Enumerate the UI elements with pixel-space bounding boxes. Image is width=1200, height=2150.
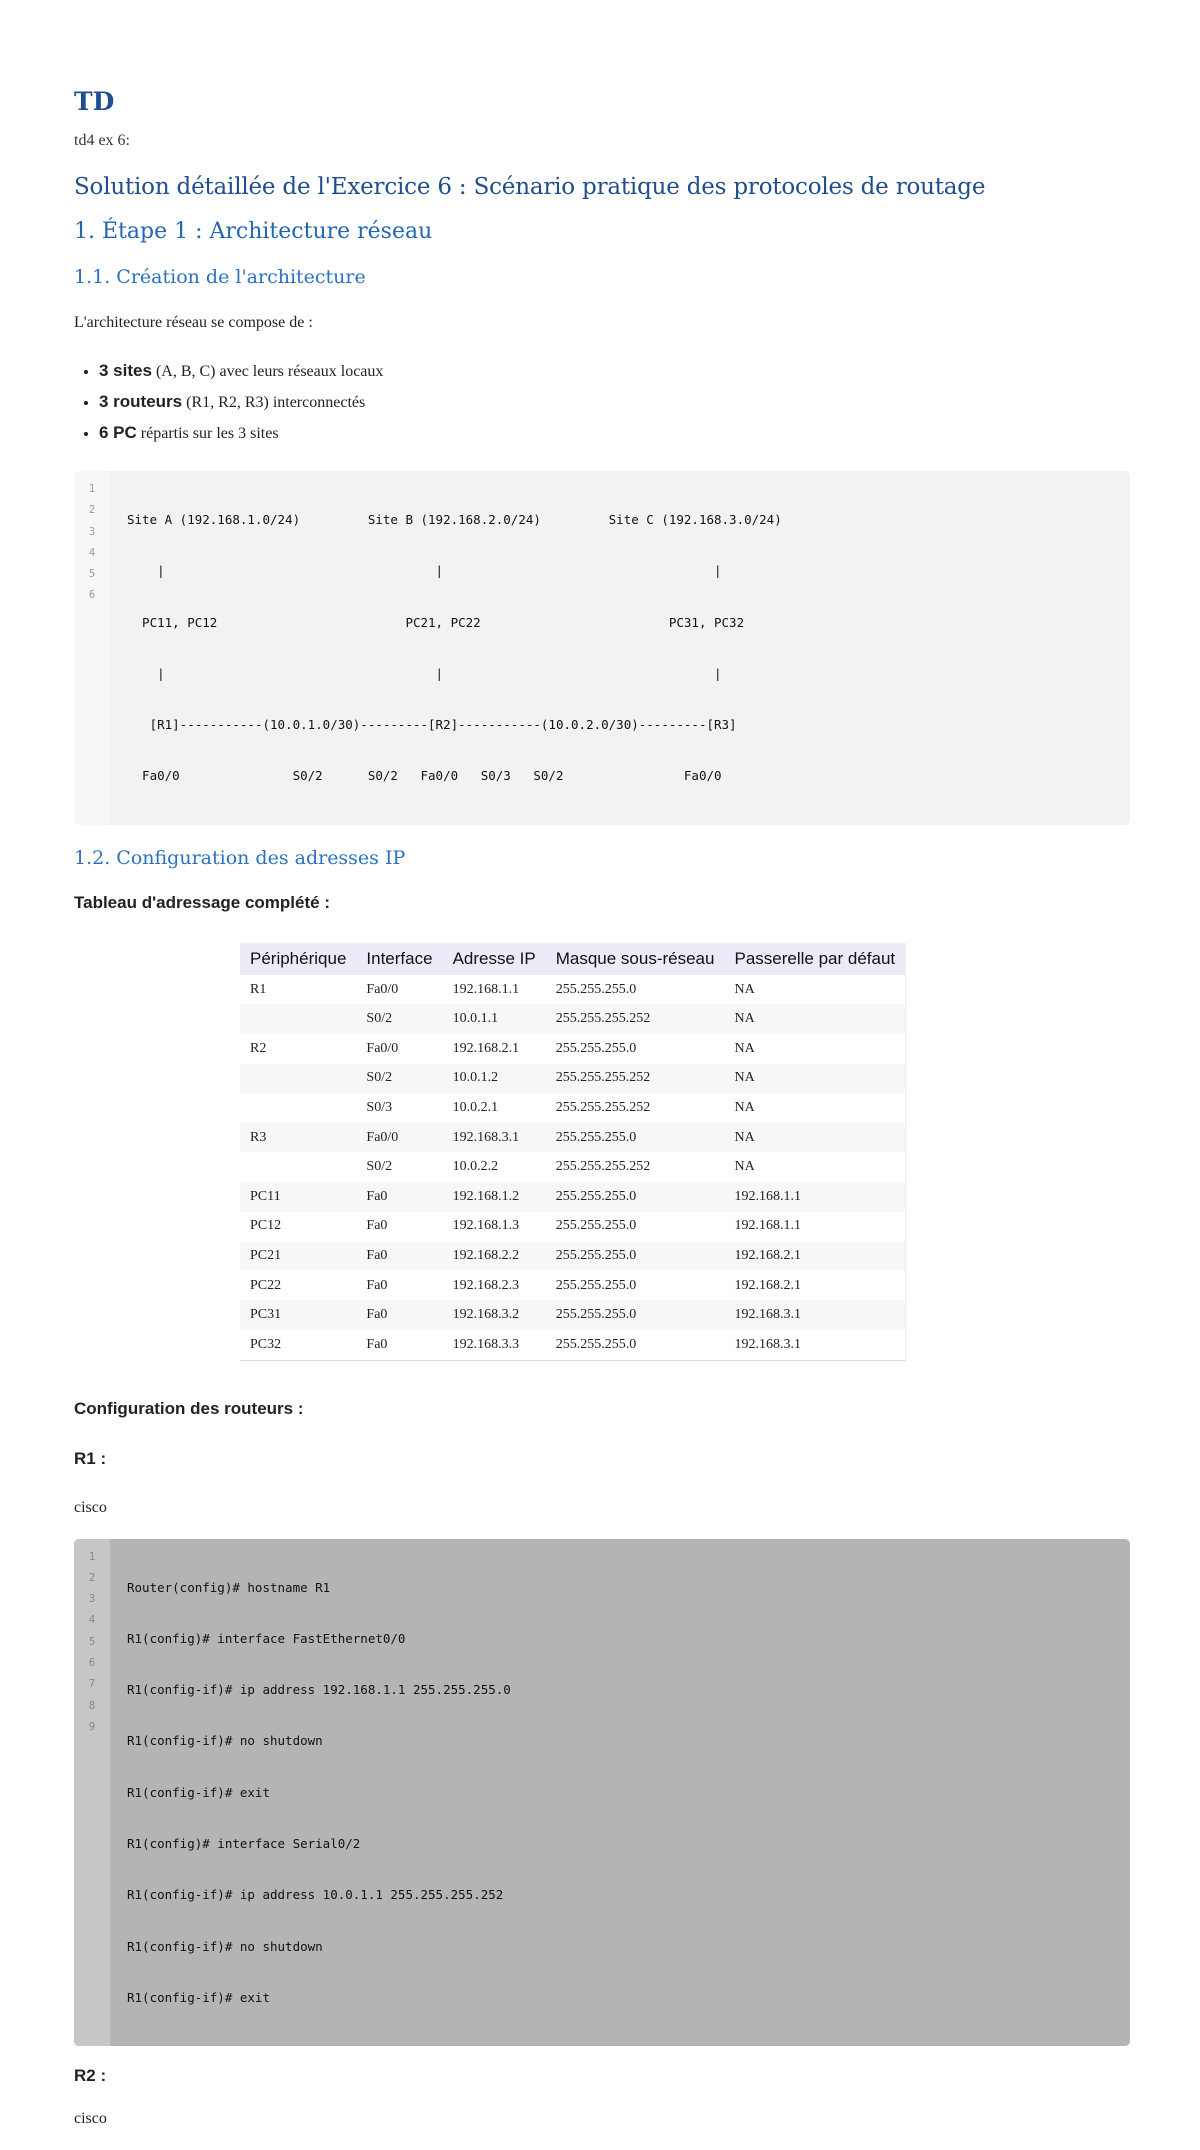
table-cell: PC32 <box>250 1336 282 1352</box>
table-cell: 255.255.255.252 <box>555 1159 651 1175</box>
table-cell <box>240 1093 356 1123</box>
code-line: | | | <box>127 665 722 681</box>
table-cell: Fa0 <box>356 1182 442 1212</box>
code-line: R1(config-if)# no shutdown <box>127 1733 323 1749</box>
table-cell: 10.0.2.2 <box>452 1159 499 1175</box>
table-cell: NA <box>734 1159 755 1175</box>
table-cell: 192.168.3.1 <box>443 1123 546 1153</box>
table-row <box>240 1123 906 1153</box>
table-cell: S0/3 <box>366 1099 393 1115</box>
table-cell: R3 <box>240 1123 356 1153</box>
table-cell <box>240 1152 356 1182</box>
table-cell: 255.255.255.252 <box>546 1064 725 1094</box>
table-row <box>240 1241 906 1271</box>
r1-label: R1 : <box>74 1448 107 1468</box>
table-cell: NA <box>734 1099 755 1115</box>
table-cell: 255.255.255.252 <box>555 1099 651 1115</box>
r2-label: R2 : <box>74 2066 107 2086</box>
column-header: Adresse IP <box>443 943 546 975</box>
table-row <box>240 1182 906 1212</box>
table-row <box>240 1064 906 1094</box>
document-subtitle: td4 ex 6: <box>74 132 130 149</box>
line-numbers: 1 2 3 4 5 6 <box>74 471 110 825</box>
table-label: Tableau d'adressage complété : <box>74 892 330 912</box>
column-header: Périphérique <box>240 943 356 975</box>
code-line: [R1]-----------(10.0.1.0/30)---------[R2]-----------(10.0.2.0/30)---------[R3] <box>127 717 737 733</box>
column-header: Passerelle par défaut <box>724 943 905 975</box>
table-cell: Fa0/0 <box>366 1040 399 1056</box>
routers-config-label: Configuration des routeurs : <box>74 1398 304 1418</box>
document-title: TD <box>74 87 115 116</box>
table-header-row <box>240 943 906 975</box>
code-line: | | | <box>127 563 722 579</box>
code-line: R1(config)# interface Serial0/2 <box>127 1835 361 1851</box>
table-cell: R1 <box>250 981 267 997</box>
table-cell: 192.168.1.3 <box>452 1218 520 1234</box>
table-cell: S0/2 <box>356 1064 442 1094</box>
table-cell: 192.168.1.2 <box>443 1182 546 1212</box>
table-cell: 10.0.1.1 <box>443 1004 546 1034</box>
table-cell: Fa0 <box>356 1241 442 1271</box>
code-line: Router(config)# hostname R1 <box>127 1579 331 1595</box>
table-cell: 192.168.2.3 <box>452 1277 520 1293</box>
table-cell: NA <box>734 981 755 997</box>
code-line: R1(config-if)# no shutdown <box>127 1938 323 1954</box>
table-cell: 255.255.255.0 <box>555 1336 637 1352</box>
table-cell: 10.0.2.1 <box>452 1099 499 1115</box>
table-cell: 10.0.1.2 <box>443 1064 546 1094</box>
table-cell: Fa0 <box>366 1277 388 1293</box>
table-cell: 192.168.3.1 <box>724 1300 905 1330</box>
table-row <box>240 1093 906 1123</box>
table-cell: 192.168.1.1 <box>724 1182 905 1212</box>
table-cell: 192.168.2.2 <box>443 1241 546 1271</box>
table-cell: 255.255.255.0 <box>546 1123 725 1153</box>
address-table <box>240 943 906 1361</box>
table-cell: 192.168.3.3 <box>452 1336 520 1352</box>
code-content <box>110 479 782 817</box>
table-row <box>240 1271 906 1301</box>
table-cell: Fa0/0 <box>356 1123 442 1153</box>
table-cell: PC31 <box>240 1300 356 1330</box>
table-cell: 192.168.2.1 <box>734 1277 801 1293</box>
table-cell: 192.168.3.2 <box>443 1300 546 1330</box>
table-row <box>240 1004 906 1034</box>
code-line: Fa0/0 S0/2 S0/2 Fa0/0 S0/3 S0/2 Fa0/0 <box>127 768 722 784</box>
table-cell <box>240 1004 356 1034</box>
line-numbers: 1 2 3 4 5 6 7 8 9 <box>74 1539 110 2047</box>
code-line: Site A (192.168.1.0/24) Site B (192.168.2.0/24) Site C (192.168.3.0/24) <box>127 512 782 527</box>
code-line: R1(config-if)# ip address 10.0.1.1 255.255.255.252 <box>127 1887 504 1903</box>
table-cell: PC11 <box>240 1182 356 1212</box>
table-row <box>240 1152 906 1182</box>
table-row <box>240 1300 906 1330</box>
r2-code-language: cisco <box>74 2110 107 2128</box>
table-row <box>240 1034 906 1064</box>
table-cell: 192.168.2.1 <box>452 1040 520 1056</box>
table-cell: R2 <box>250 1040 267 1056</box>
table-cell: Fa0/0 <box>366 981 399 997</box>
table-cell: 255.255.255.0 <box>555 981 637 997</box>
table-cell: S0/2 <box>366 1159 393 1175</box>
code-content <box>110 1547 511 2039</box>
table-cell <box>240 1064 356 1094</box>
code-line: R1(config-if)# ip address 192.168.1.1 255.255.255.0 <box>127 1682 511 1698</box>
section-1-2-heading: 1.2. Configuration des adresses IP <box>74 846 406 869</box>
table-cell: S0/2 <box>356 1004 442 1034</box>
table-cell: 255.255.255.0 <box>546 1300 725 1330</box>
table-cell: 192.168.2.1 <box>724 1241 905 1271</box>
table-cell: Fa0 <box>366 1218 388 1234</box>
table-cell: 255.255.255.0 <box>546 1182 725 1212</box>
r1-code-language: cisco <box>74 1498 107 1516</box>
code-line: R1(config-if)# exit <box>127 1989 270 2005</box>
table-cell: 192.168.1.1 <box>452 981 520 997</box>
code-line: R1(config-if)# exit <box>127 1784 270 1800</box>
table-cell: 255.255.255.252 <box>546 1004 725 1034</box>
table-cell: Fa0 <box>366 1336 388 1352</box>
list-item: • 6 PC répartis sur les 3 sites <box>99 418 1130 449</box>
code-line: PC11, PC12 PC21, PC22 PC31, PC32 <box>127 614 745 630</box>
table-row <box>240 1330 906 1360</box>
code-line: R1(config)# interface FastEthernet0/0 <box>127 1630 406 1646</box>
table-cell: NA <box>734 1040 755 1056</box>
solution-heading: Solution détaillée de l'Exercice 6 : Scénario pratique des protocoles de routage <box>74 174 986 200</box>
table-cell: 255.255.255.0 <box>546 1241 725 1271</box>
table-cell: 192.168.3.1 <box>734 1336 801 1352</box>
architecture-intro: L'architecture réseau se compose de : <box>74 314 313 331</box>
table-cell: 192.168.1.1 <box>734 1218 801 1234</box>
r1-code-block <box>74 1539 1130 2047</box>
table-cell: NA <box>724 1004 905 1034</box>
architecture-code-block <box>74 471 1130 825</box>
table-row <box>240 1212 906 1242</box>
table-body <box>240 975 906 1360</box>
column-header: Interface <box>356 943 442 975</box>
table-cell: 255.255.255.0 <box>555 1277 637 1293</box>
architecture-list <box>74 356 1130 449</box>
column-header: Masque sous-réseau <box>546 943 725 975</box>
table-cell: Fa0 <box>356 1300 442 1330</box>
document <box>74 86 1130 2150</box>
table-cell: NA <box>724 1123 905 1153</box>
table-row <box>240 975 906 1005</box>
list-item: • 3 sites (A, B, C) avec leurs réseaux locaux <box>99 356 1130 387</box>
table-cell: 255.255.255.0 <box>555 1218 637 1234</box>
table-cell: NA <box>724 1064 905 1094</box>
table-cell: PC21 <box>240 1241 356 1271</box>
table-cell: 255.255.255.0 <box>555 1040 637 1056</box>
section-1-1-heading: 1.1. Création de l'architecture <box>74 266 366 288</box>
list-item: • 3 routeurs (R1, R2, R3) interconnectés <box>99 387 1130 418</box>
table-cell: PC12 <box>250 1218 282 1234</box>
step1-heading: 1. Étape 1 : Architecture réseau <box>74 219 433 244</box>
table-cell: PC22 <box>250 1277 282 1293</box>
address-table-wrapper <box>240 943 1130 1361</box>
